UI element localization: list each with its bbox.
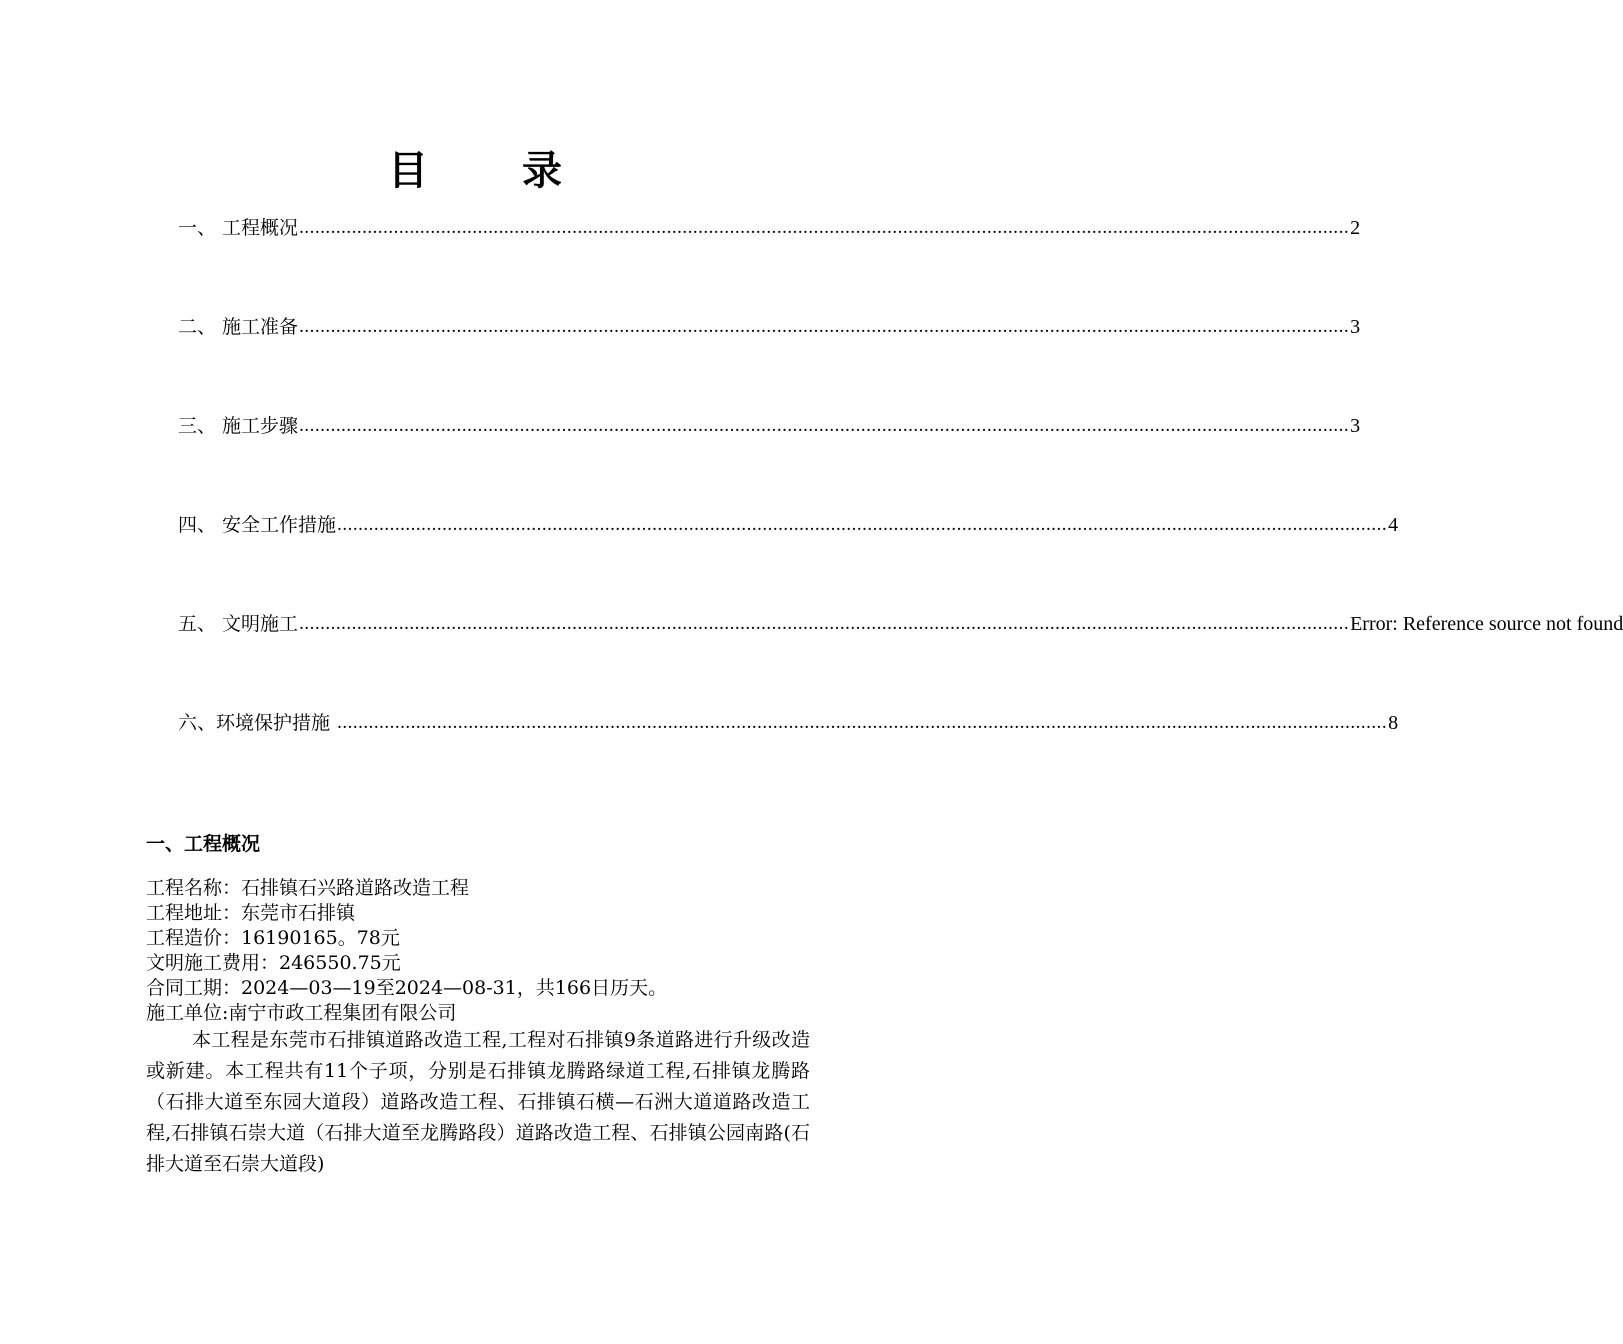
toc-title: 目 录 [388, 148, 602, 194]
toc-entry-overview[interactable] [178, 214, 1361, 240]
toc-entry-environment[interactable] [178, 709, 1399, 735]
project-name-line: 工程名称：石排镇石兴路道路改造工程 [146, 877, 470, 899]
toc-entry-preparation[interactable] [178, 313, 1361, 339]
project-info [146, 876, 826, 1026]
toc-entry-label: 文明施工 [222, 613, 299, 635]
toc-entry-label: 安全工作措施 [222, 514, 337, 536]
project-description-paragraph: 本工程是东莞市石排镇道路改造工程,工程对石排镇9条道路进行升级改造或新建。本工程共有11个子项，分别是石排镇龙腾路绿道工程,石排镇龙腾路（石排大道至东园大道段）道路改造工程、石排镇石横—石洲大道道路改造工程,石排镇石崇大道（石排大道至龙腾路段）道路改造工程、石排镇公园南路(石排大道至石崇大道段) [146, 1029, 810, 1175]
toc-entry-steps[interactable] [178, 412, 1361, 438]
toc-entry-label: 环境保护措施 [216, 712, 337, 734]
toc-entry-civilized-construction[interactable] [178, 610, 1623, 636]
toc-entry-number: 一、 [178, 217, 223, 239]
project-cost-line: 工程造价：16190165。78元 [146, 927, 400, 949]
toc-dot-leader: ........................................................................................................................................................................................................ [299, 316, 1350, 337]
toc-dot-leader: ........................................................................................................................................................................................................ [299, 613, 1350, 634]
toc-entry-label: 施工准备 [222, 316, 299, 338]
toc-entry-number: 四、 [178, 514, 223, 536]
section-heading: 一、工程概况 [146, 833, 261, 855]
toc-dot-leader: ........................................................................................................................................................................................................ [299, 415, 1350, 436]
toc-entry-page: 3 [1350, 316, 1361, 338]
toc-entry-number: 三、 [178, 415, 223, 437]
civilized-construction-fee-line: 文明施工费用：246550.75元 [146, 952, 401, 974]
toc-entry-page: 2 [1350, 217, 1361, 239]
project-address-line: 工程地址：东莞市石排镇 [146, 902, 356, 924]
toc-entry-page: 8 [1388, 712, 1399, 734]
contract-period-line: 合同工期：2024—03—19至2024—08-31，共166日历天。 [146, 977, 668, 999]
toc-dot-leader: ........................................................................................................................................................................................................ [337, 514, 1388, 535]
toc-entry-label: 工程概况 [222, 217, 299, 239]
toc-dot-leader: ........................................................................................................................................................................................................ [337, 712, 1388, 733]
toc-entry-label: 施工步骤 [222, 415, 299, 437]
toc-entry-page: Error: Reference source not found [1350, 613, 1623, 635]
toc-entry-page: 3 [1350, 415, 1361, 437]
contractor-line: 施工单位:南宁市政工程集团有限公司 [146, 1002, 457, 1024]
toc-entry-number: 二、 [178, 316, 223, 338]
toc-entry-safety[interactable] [178, 511, 1399, 537]
toc-entry-number: 五、 [178, 613, 223, 635]
toc-entry-number: 六、 [178, 712, 217, 734]
toc-dot-leader: ........................................................................................................................................................................................................ [299, 217, 1350, 238]
toc-entry-page: 4 [1388, 514, 1399, 536]
